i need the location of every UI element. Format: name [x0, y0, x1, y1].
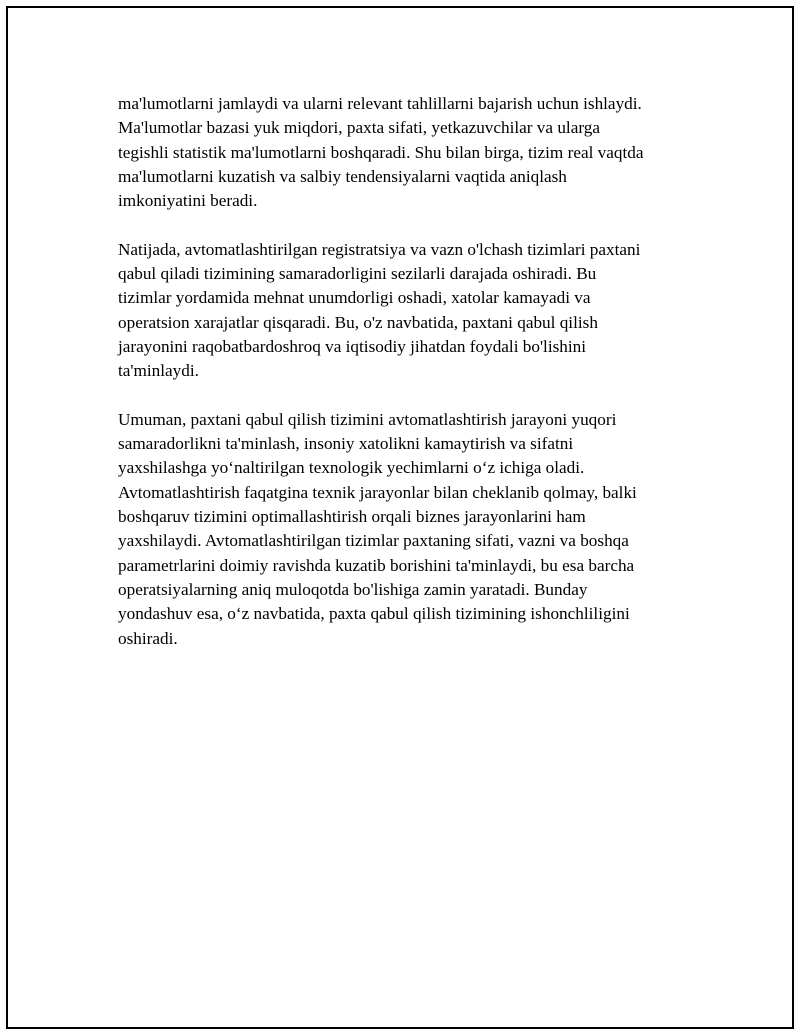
text-line: Natijada, avtomatlashtirilgan registratsiya va vazn o'lchash tizimlari paxtani — [118, 239, 641, 259]
paragraph-2 — [118, 238, 690, 384]
text-line: parametrlarini doimiy ravishda kuzatib borishini ta'minlaydi, bu esa barcha — [118, 555, 635, 575]
text-line: boshqaruv tizimini optimallashtirish orqali biznes jarayonlarini ham — [118, 507, 586, 527]
text-line: operatsion xarajatlar qisqaradi. Bu, o'z navbatida, paxtani qabul qilish — [118, 312, 598, 332]
text-line: Avtomatlashtirish faqatgina texnik jarayonlar bilan cheklanib qolmay, balki — [118, 482, 637, 502]
text-line: imkoniyatini beradi. — [118, 191, 258, 211]
text-line: tizimlar yordamida mehnat unumdorligi oshadi, xatolar kamayadi va — [118, 288, 591, 308]
text-line: tegishli statistik ma'lumotlarni boshqaradi. Shu bilan birga, tizim real vaqtda — [118, 142, 644, 162]
text-line: ta'minlaydi. — [118, 361, 199, 381]
text-line: oshiradi. — [118, 628, 178, 648]
text-line: samaradorlikni ta'minlash, insoniy xatolikni kamaytirish va sifatni — [118, 434, 574, 454]
text-line: Umuman, paxtani qabul qilish tizimini avtomatlashtirish jarayoni yuqori — [118, 409, 617, 429]
text-line: yondashuv esa, o‘z navbatida, paxta qabul qilish tizimining ishonchliligini — [118, 604, 630, 624]
paragraph-1 — [118, 92, 690, 213]
text-line: jarayonini raqobatbardoshroq va iqtisodiy jihatdan foydali bo'lishini — [118, 336, 587, 356]
text-line: ma'lumotlarni kuzatish va salbiy tendensiyalarni vaqtida aniqlash — [118, 166, 567, 186]
text-line: yaxshilaydi. Avtomatlashtirilgan tizimlar paxtaning sifati, vazni va boshqa — [118, 531, 629, 551]
text-line: yaxshilashga yo‘naltirilgan texnologik yechimlarni o‘z ichiga oladi. — [118, 458, 585, 478]
document-body — [118, 92, 690, 675]
paragraph-3 — [118, 408, 690, 651]
text-line: ma'lumotlarni jamlaydi va ularni relevant tahlillarni bajarish uchun ishlaydi. — [118, 94, 642, 113]
text-line: operatsiyalarning aniq muloqotda bo'lishiga zamin yaratadi. Bunday — [118, 579, 588, 599]
text-line: Ma'lumotlar bazasi yuk miqdori, paxta sifati, yetkazuvchilar va ularga — [118, 118, 600, 138]
text-line: qabul qiladi tizimining samaradorligini sezilarli darajada oshiradi. Bu — [118, 264, 597, 284]
